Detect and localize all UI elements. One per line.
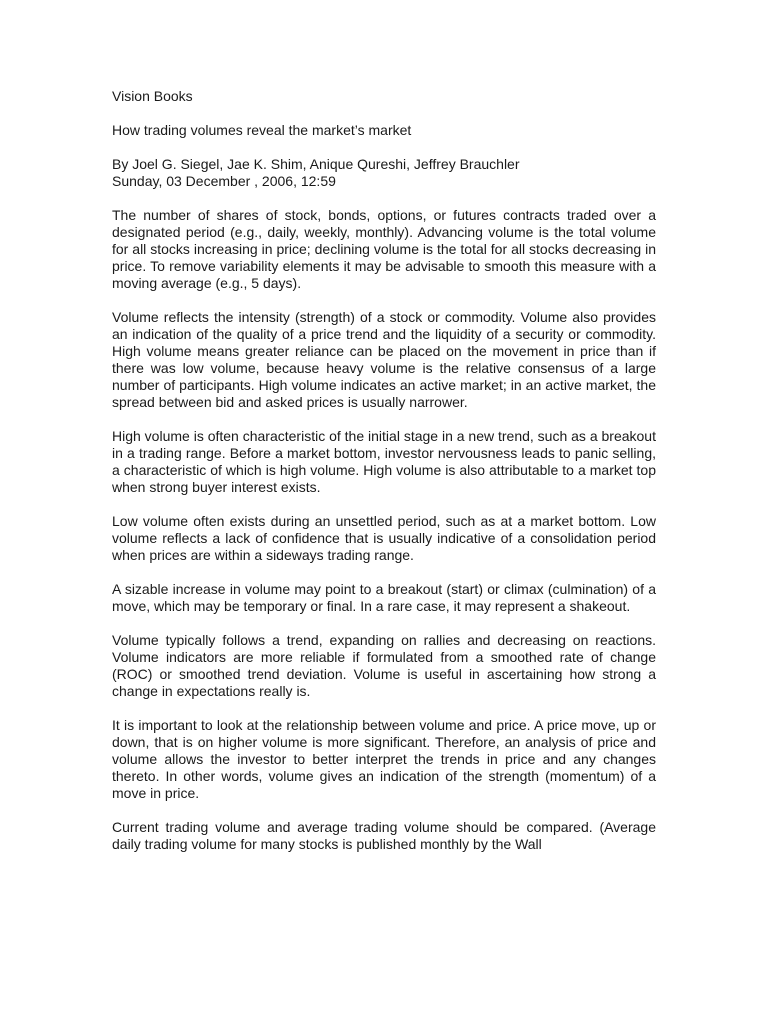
- body-paragraph: Current trading volume and average trading volume should be compared. (Average daily trading volume for many stocks is published monthly by the Wall: [112, 819, 656, 852]
- publish-date: Sunday, 03 December , 2006, 12:59: [112, 173, 336, 189]
- body-paragraph: Low volume often exists during an unsettled period, such as at a market bottom. Low volume reflects a lack of confidence that is usually indicative of a consolidation period when prices are within a sideways trading range.: [112, 513, 656, 563]
- body-paragraph: High volume is often characteristic of the initial stage in a new trend, such as a breakout in a trading range. Before a market bottom, investor nervousness leads to panic selling, a characteristic of which is high volume. High volume is also attributable to a market top when strong buyer interest exists.: [112, 428, 656, 495]
- body-paragraph: The number of shares of stock, bonds, options, or futures contracts traded over a designated period (e.g., daily, weekly, monthly). Advancing volume is the total volume for all stocks increasing in price; declining volume is the total for all stocks decreasing in price. To remove variability elements it may be advisable to smooth this measure with a moving average (e.g., 5 days).: [112, 207, 656, 291]
- body-paragraph: Volume reflects the intensity (strength) of a stock or commodity. Volume also provides an indication of the quality of a price trend and the liquidity of a security or commodity. High volume means greater reliance can be placed on the movement in price than if there was low volume, because heavy volume is the relative consensus of a large number of participants. High volume indicates an active market; in an active market, the spread between bid and asked prices is usually narrower.: [112, 309, 656, 410]
- body-paragraph: A sizable increase in volume may point to a breakout (start) or climax (culmination) of a move, which may be temporary or final. In a rare case, it may represent a shakeout.: [112, 581, 656, 614]
- article-title: How trading volumes reveal the market’s market: [112, 122, 412, 138]
- document-page: [112, 88, 656, 870]
- body-paragraph: Volume typically follows a trend, expanding on rallies and decreasing on reactions. Volume indicators are more reliable if formulated from a smoothed rate of change (ROC) or smoothed trend deviation. Volume is useful in ascertaining how strong a change in expectations really is.: [112, 632, 656, 699]
- publisher-name: Vision Books: [112, 88, 193, 104]
- body-paragraph: It is important to look at the relationship between volume and price. A price move, up or down, that is on higher volume is more significant. Therefore, an analysis of price and volume allows the investor to better interpret the trends in price and any changes thereto. In other words, volume gives an indication of the strength (momentum) of a move in price.: [112, 717, 656, 801]
- author-byline: By Joel G. Siegel, Jae K. Shim, Anique Qureshi, Jeffrey Brauchler: [112, 156, 520, 172]
